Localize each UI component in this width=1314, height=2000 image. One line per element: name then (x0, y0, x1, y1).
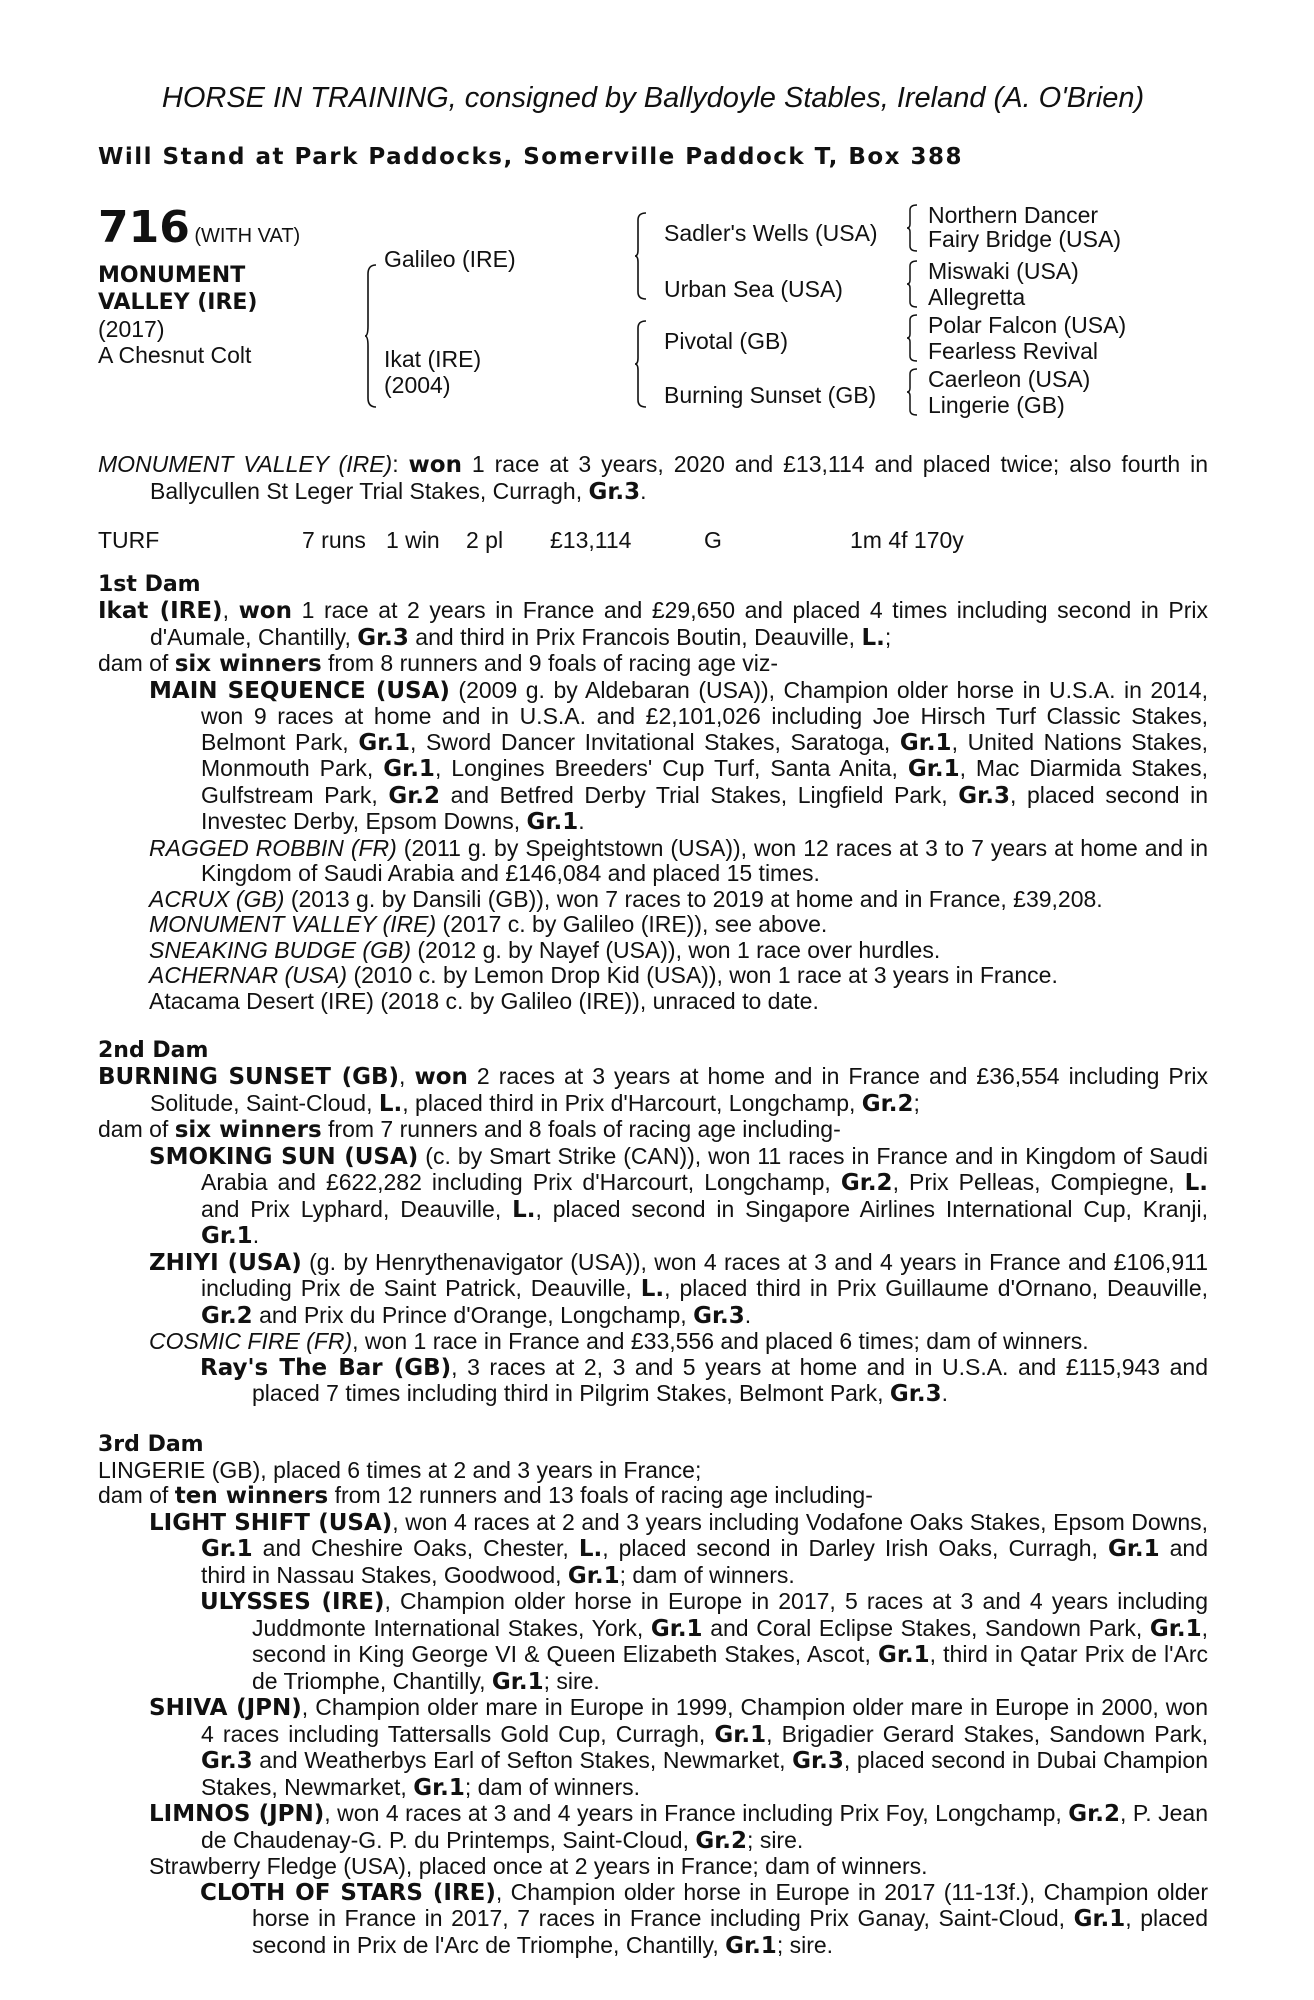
record-wins: 1 win (386, 527, 440, 553)
pedigree-brace-gen1 (364, 264, 378, 408)
produce-achernar: ACHERNAR (USA) (2010 c. by Lemon Drop Kid (USA)), won 1 race at 3 years in France. (149, 962, 1058, 988)
great-grandparent-7: Caerleon (USA) (928, 366, 1091, 392)
dam-sire: Pivotal (GB) (664, 328, 788, 354)
first-dam-entry: Ikat (IRE), won 1 race at 2 years in France and £29,650 and placed 4 times including second in Prix d'Aumale, Chantilly, Gr.3 and third in Prix Francois Boutin, Deauville, L.; (98, 597, 1208, 651)
lot-vat: (WITH VAT) (194, 225, 301, 247)
pedigree-brace-g3 (906, 314, 918, 362)
produce-acrux: ACRUX (GB) (2013 g. by Dansili (GB)), won 7 races to 2019 at home and in France, £39,208. (149, 885, 1103, 912)
pedigree-brace-sire (634, 212, 648, 300)
horse-name-line1: MONUMENT (98, 263, 246, 288)
great-grandparent-1: Northern Dancer (928, 202, 1099, 228)
produce-smoking-sun: SMOKING SUN (USA) (c. by Smart Strike (CAN)), won 11 races in France and in Kingdom of Saudi Arabia and £622,282 including Prix d'Harcourt, Longchamp, Gr.2, Prix Pelleas, Compiegne, L. and Prix Lyphard, Deauville, L., placed second in Singapore Airlines International Cup, Kranji, Gr.1. (149, 1142, 1208, 1249)
third-dam-entry: LINGERIE (GB), placed 6 times at 2 and 3 years in France; (98, 1456, 702, 1483)
produce-ulysses: ULYSSES (IRE), Champion older horse in Europe in 2017, 5 races at 3 and 4 years including Juddmonte International Stakes, York, Gr.1 and Coral Eclipse Stakes, Sandown Park, Gr.1, second in King George VI & Queen Elizabeth Stakes, Ascot, Gr.1, third in Qatar Prix de l'Arc de Triomphe, Chantilly, Gr.1; sire. (200, 1588, 1209, 1695)
race-record (98, 528, 1208, 554)
second-dam-heading: 2nd Dam (98, 1038, 209, 1063)
dam-sections (98, 572, 1208, 1959)
produce-limnos: LIMNOS (JPN), won 4 races at 3 and 4 years in France including Prix Foy, Longchamp, Gr.2, P. Jean de Chaudenay-G. P. du Printemps, Saint-Cloud, Gr.2; sire. (149, 1800, 1208, 1854)
produce-main-sequence: MAIN SEQUENCE (USA) (2009 g. by Aldebaran (USA)), Champion older horse in U.S.A. in 2014, won 9 races at home and in U.S.A. and £2,101,026 including Joe Hirsch Turf Classic Stakes, Belmont Park, Gr.1, Sword Dancer Invitational Stakes, Saratoga, Gr.1, United Nations Stakes, Monmouth Park, Gr.1, Longines Breeders' Cup Turf, Santa Anita, Gr.1, Mac Diarmida Stakes, Gulfstream Park, Gr.2 and Betfred Derby Trial Stakes, Lingfield Park, Gr.3, placed second in Investec Derby, Epsom Downs, Gr.1. (149, 676, 1208, 835)
produce-monument-valley: MONUMENT VALLEY (IRE) (2017 c. by Galileo (IRE)), see above. (149, 911, 828, 937)
record-placed: 2 pl (466, 527, 504, 553)
produce-strawberry-fledge: Strawberry Fledge (USA), placed once at 2 years in France; dam of winners. (149, 1853, 928, 1879)
horse-name-line2: VALLEY (IRE) (98, 290, 258, 315)
produce-sneaking-budge: SNEAKING BUDGE (GB) (2012 g. by Nayef (USA)), won 1 race over hurdles. (149, 936, 941, 963)
produce-cloth-of-stars: CLOTH OF STARS (IRE), Champion older horse in Europe in 2017 (11-13f.), Champion older horse in France in 2017, 7 races in France including Prix Ganay, Saint-Cloud, Gr.1, placed second in Prix de l'Arc de Triomphe, Chantilly, Gr.1; sire. (200, 1878, 1208, 1959)
produce-rays-the-bar: Ray's The Bar (GB), 3 races at 2, 3 and 5 years at home and in U.S.A. and £115,943 and placed 7 times including third in Pilgrim Stakes, Belmont Park, Gr.3. (200, 1353, 1208, 1407)
great-grandparent-3: Miswaki (USA) (928, 258, 1079, 284)
dam-year: (2004) (384, 372, 451, 398)
pedigree-brace-g1 (906, 204, 918, 252)
horse-year: (2017) (98, 316, 165, 342)
great-grandparent-6: Fearless Revival (928, 338, 1098, 364)
record-earnings: £13,114 (550, 527, 632, 553)
third-dam-heading: 3rd Dam (98, 1431, 204, 1457)
record-surface: TURF (98, 527, 160, 553)
produce-cosmic-fire: COSMIC FIRE (FR), won 1 race in France and £33,556 and placed 6 times; dam of winners. (149, 1328, 1089, 1354)
record-runs: 7 runs (302, 527, 366, 553)
pedigree-brace-dam (634, 320, 648, 408)
lot-number: 716 (98, 202, 190, 253)
great-grandparent-5: Polar Falcon (USA) (928, 312, 1127, 338)
pedigree-brace-g2 (906, 260, 918, 308)
produce-zhiyi: ZHIYI (USA) (g. by Henrythenavigator (USA)), won 4 races at 3 and 4 years in France and £106,911 including Prix de Saint Patrick, Deauville, L., placed third in Prix Guillaume d'Ornano, Deauville, Gr.2 and Prix du Prince d'Orange, Longchamp, Gr.3. (149, 1248, 1209, 1329)
race-summary (98, 452, 1208, 505)
third-dam-produce-summary: dam of ten winners from 12 runners and 13 foals of racing age including- (98, 1482, 873, 1509)
summary-paragraph: MONUMENT VALLEY (IRE): won 1 race at 3 years, 2020 and £13,114 and placed twice; also fourth in Ballycullen St Leger Trial Stakes, Curragh, Gr.3. (98, 451, 1208, 505)
horse-name-ref: MONUMENT VALLEY (IRE) (98, 451, 393, 477)
second-dam-produce-summary: dam of six winners from 7 runners and 8 foals of racing age including- (98, 1116, 841, 1143)
consignment-title: HORSE IN TRAINING, consigned by Ballydoyle Stables, Ireland (A. O'Brien) (161, 82, 1145, 114)
great-grandparent-2: Fairy Bridge (USA) (928, 226, 1121, 252)
produce-shiva: SHIVA (JPN), Champion older mare in Europe in 1999, Champion older mare in Europe in 2000, won 4 races including Tattersalls Gold Cup, Curragh, Gr.1, Brigadier Gerard Stakes, Sandown Park, Gr.3 and Weatherbys Earl of Sefton Stakes, Newmarket, Gr.3, placed second in Dubai Champion Stakes, Newmarket, Gr.1; dam of winners. (149, 1694, 1209, 1801)
dam: Ikat (IRE) (384, 346, 482, 372)
pedigree-brace-g4 (906, 368, 918, 416)
sire-sire: Sadler's Wells (USA) (664, 220, 878, 246)
sire: Galileo (IRE) (384, 246, 516, 272)
produce-ragged-robbin: RAGGED ROBBIN (FR) (2011 g. by Speightstown (USA)), won 12 races at 3 to 7 years at home and in Kingdom of Saudi Arabia and £146,084 and placed 15 times. (149, 834, 1209, 886)
stand-location: Will Stand at Park Paddocks, Somerville Paddock T, Box 388 (98, 144, 964, 170)
record-distance: 1m 4f 170y (850, 527, 964, 553)
first-dam-produce-summary: dam of six winners from 8 runners and 9 foals of racing age viz- (98, 650, 779, 677)
second-dam-entry: BURNING SUNSET (GB), won 2 races at 3 years at home and in France and £36,554 including Prix Solitude, Saint-Cloud, L., placed third in Prix d'Harcourt, Longchamp, Gr.2; (98, 1063, 1208, 1117)
produce-atacama-desert: Atacama Desert (IRE) (2018 c. by Galileo (IRE)), unraced to date. (149, 987, 819, 1014)
great-grandparent-8: Lingerie (GB) (928, 392, 1065, 418)
produce-light-shift: LIGHT SHIFT (USA), won 4 races at 2 and 3 years including Vodafone Oaks Stakes, Epsom Downs, Gr.1 and Cheshire Oaks, Chester, L., placed second in Darley Irish Oaks, Curragh, Gr.1 and third in Nassau Stakes, Goodwood, Gr.1; dam of winners. (149, 1508, 1208, 1589)
horse-description: A Chesnut Colt (98, 342, 252, 368)
dam-dam: Burning Sunset (GB) (664, 382, 877, 408)
great-grandparent-4: Allegretta (928, 284, 1026, 310)
sire-dam: Urban Sea (USA) (664, 276, 843, 302)
pedigree-table (98, 202, 1208, 418)
record-going: G (704, 527, 722, 553)
first-dam-heading: 1st Dam (98, 572, 201, 597)
